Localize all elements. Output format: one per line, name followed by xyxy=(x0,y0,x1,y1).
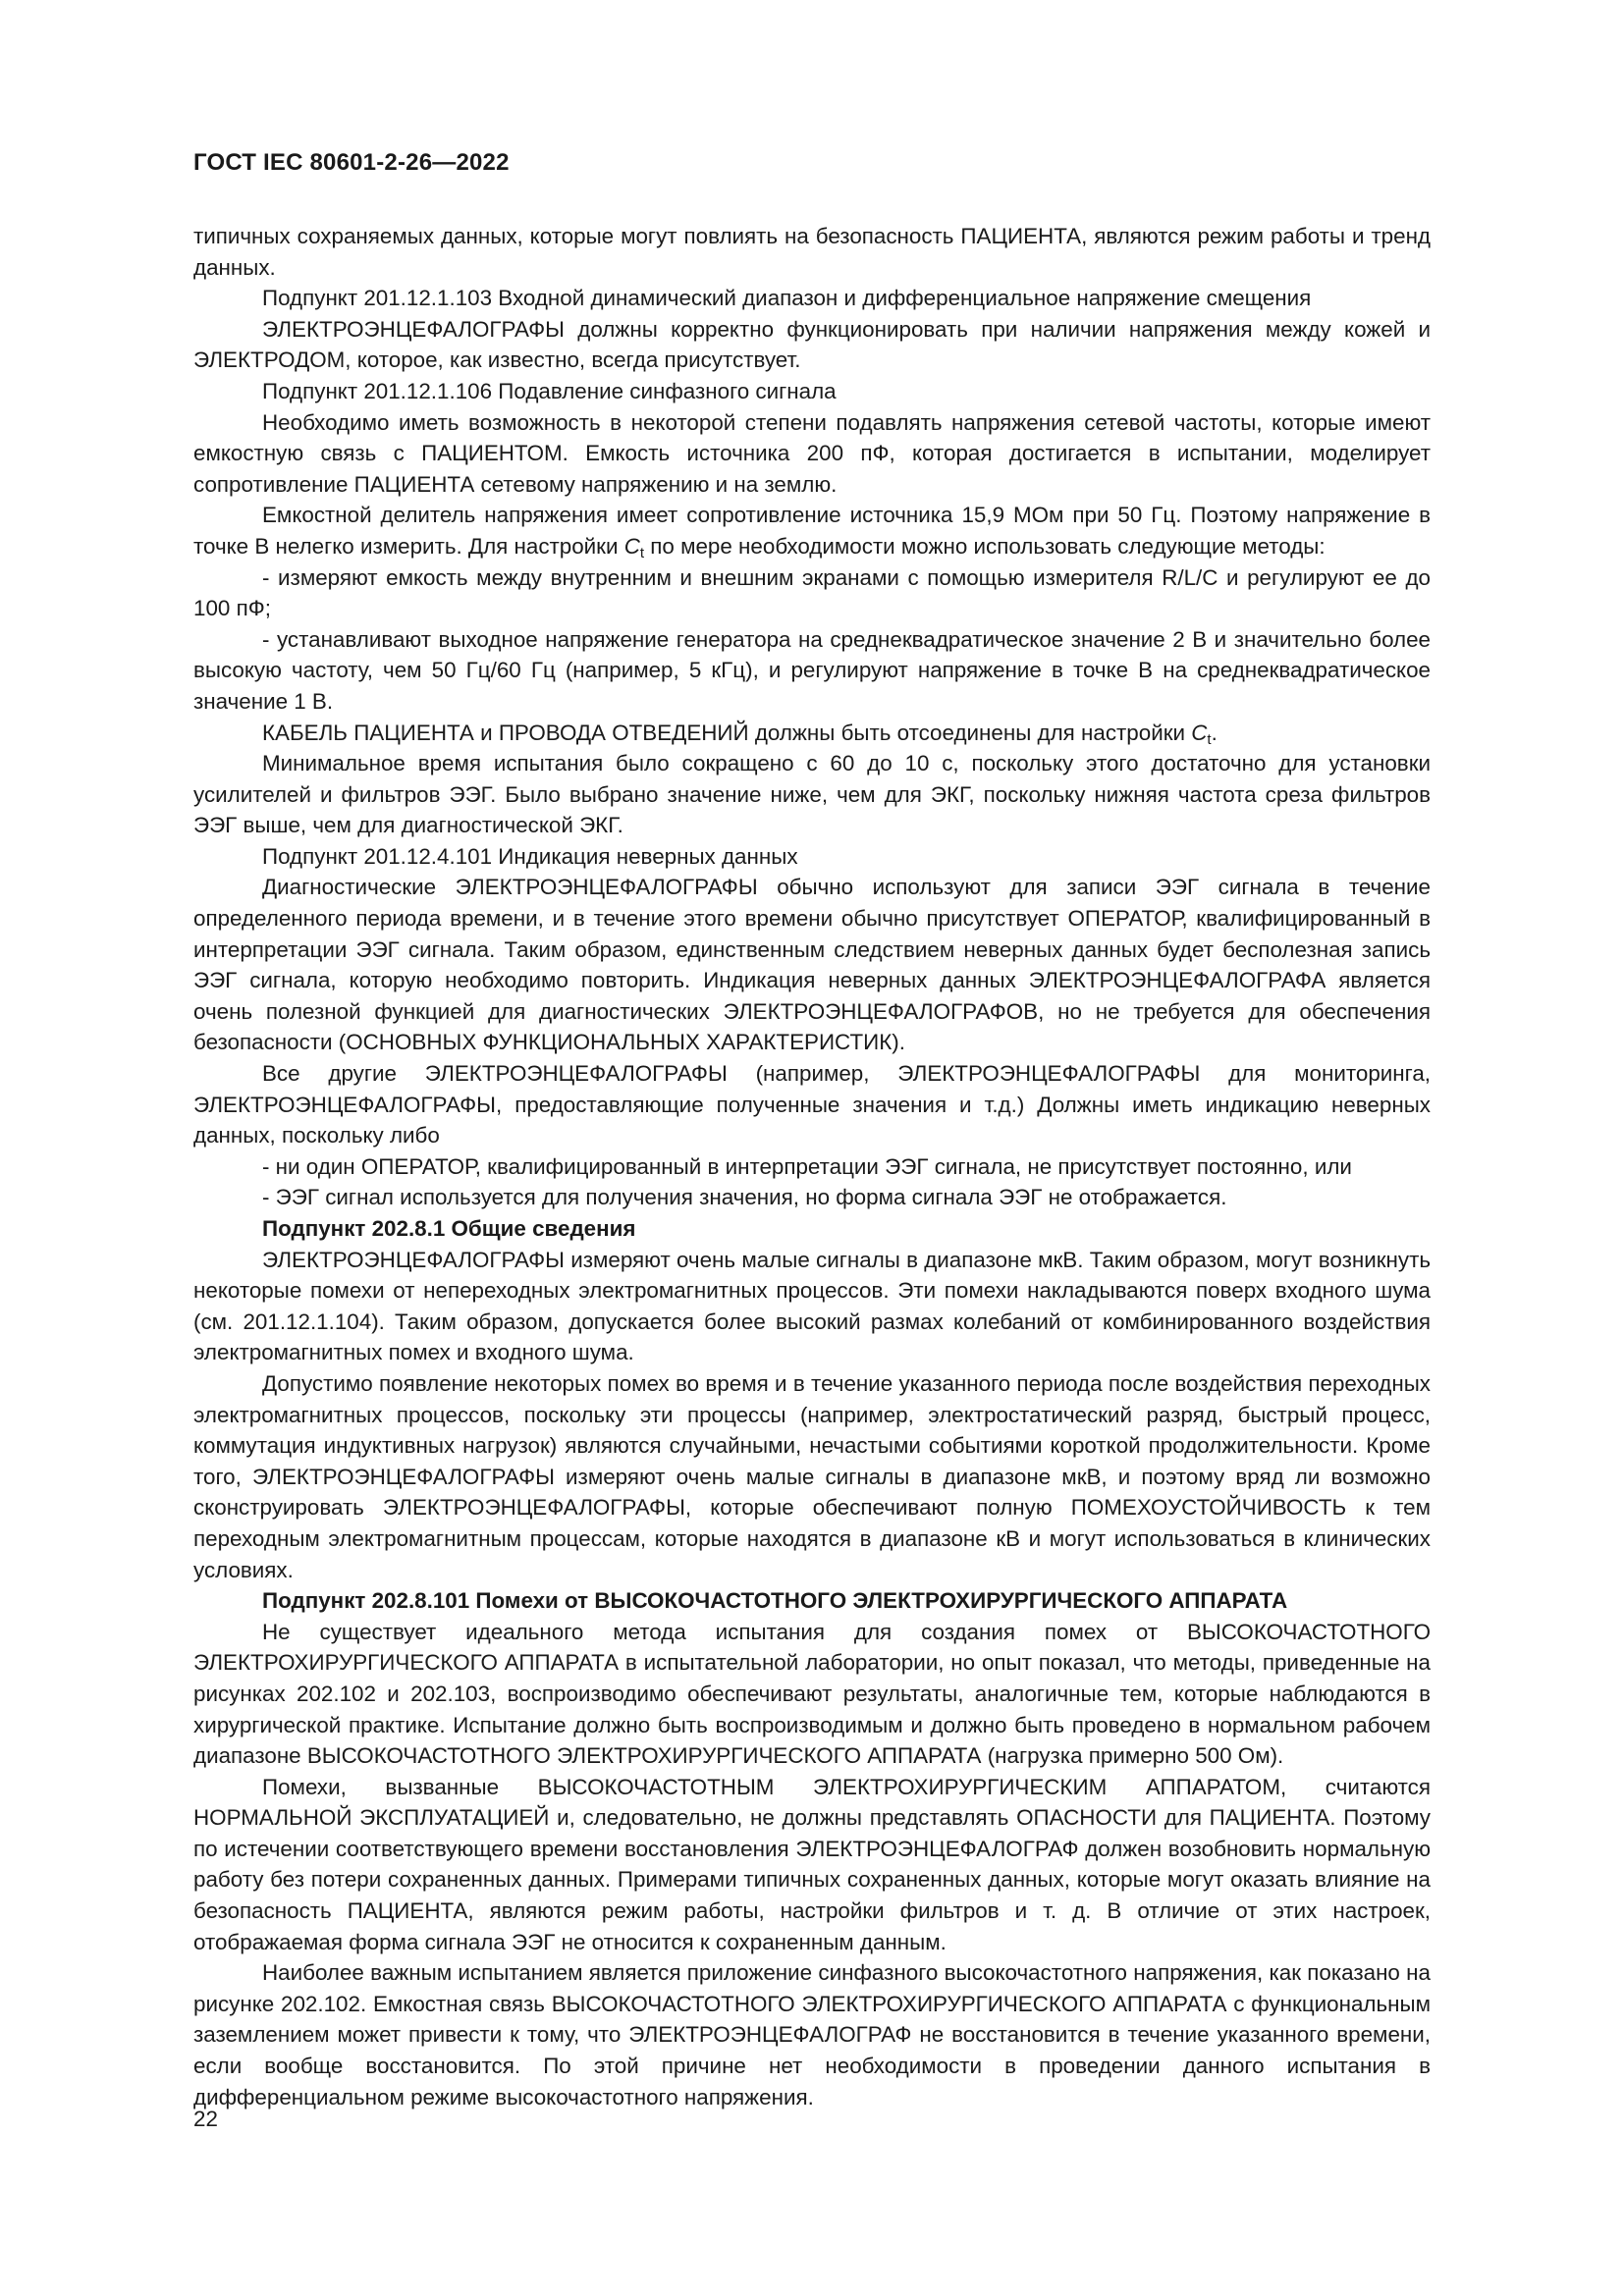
paragraph-text: - ЭЭГ сигнал используется для получения значения, но форма сигнала ЭЭГ не отображается. xyxy=(262,1185,1227,1210)
page-number: 22 xyxy=(193,2107,218,2131)
paragraph xyxy=(193,718,1431,749)
paragraph-text: Подпункт 201.12.1.103 Входной динамический диапазон и дифференциальное напряжение смещения xyxy=(262,286,1312,311)
section-heading xyxy=(193,1585,1431,1617)
paragraph-text: КАБЕЛЬ ПАЦИЕНТА и ПРОВОДА ОТВЕДЕНИЙ должны быть отсоединены для настройки xyxy=(262,720,1186,745)
paragraph xyxy=(193,376,1431,407)
paragraph-text: ЭЛЕКТРОЭНЦЕФАЛОГРАФЫ должны корректно функционировать при наличии напряжения между кожей и ЭЛЕКТРОДОМ, которое, как известно, всегда присутствует. xyxy=(193,316,1431,373)
paragraph-text: Все другие ЭЛЕКТРОЭНЦЕФАЛОГРАФЫ (например, ЭЛЕКТРОЭНЦЕФАЛОГРАФЫ для мониторинга, ЭЛЕКТРОЭНЦЕФАЛОГРАФЫ, предоставляющие полученные значения и т.д.) Должны иметь индикацию неверных данных, поскольку либо xyxy=(193,1061,1431,1148)
paragraph xyxy=(193,1617,1431,1772)
paragraph-text: Подпункт 201.12.4.101 Индикация неверных данных xyxy=(262,843,798,869)
document-body xyxy=(193,221,1431,2112)
paragraph xyxy=(193,283,1431,314)
paragraph-text: Подпункт 202.8.1 Общие сведения xyxy=(262,1216,636,1241)
paragraph xyxy=(193,562,1431,624)
paragraph xyxy=(193,407,1431,501)
paragraph-text: Подпункт 202.8.101 Помехи от ВЫСОКОЧАСТОТНОГО ЭЛЕКТРОХИРУРГИЧЕСКОГО АППАРАТА xyxy=(262,1588,1288,1614)
paragraph-text: - измеряют емкость между внутренним и внешним экранами с помощью измерителя R/L/C и регулируют ее до 100 пФ; xyxy=(193,564,1431,621)
paragraph xyxy=(193,221,1431,283)
paragraph xyxy=(193,1368,1431,1585)
paragraph xyxy=(193,748,1431,841)
symbol-subscript: t xyxy=(1207,730,1212,748)
paragraph-text: - ни один ОПЕРАТОР, квалифицированный в интерпретации ЭЭГ сигнала, не присутствует постоянно, или xyxy=(262,1153,1352,1179)
symbol-base: C xyxy=(623,533,640,559)
paragraph xyxy=(193,1957,1431,2112)
paragraph-text: ЭЛЕКТРОЭНЦЕФАЛОГРАФЫ измеряют очень малые сигналы в диапазоне мкВ. Таким образом, могут возникнуть некоторые помехи от непереходных электромагнитных процессов. Эти помехи накладываются поверх входного шума (см. 201.12.1.104). Таким образом, допускается более высокий размах колебаний от комбинированного воздействия электромагнитных помех и входного шума. xyxy=(193,1247,1431,1365)
section-heading xyxy=(193,1213,1431,1245)
paragraph-text: Необходимо иметь возможность в некоторой степени подавлять напряжения сетевой частоты, которые имеют емкостную связь с ПАЦИЕНТОМ. Емкость источника 200 пФ, которая достигается в испытании, моделирует сопротивление ПАЦИЕНТА сетевому напряжению и на землю. xyxy=(193,409,1431,497)
paragraph xyxy=(193,314,1431,376)
paragraph-text-after: по мере необходимости можно использовать следующие методы: xyxy=(644,533,1326,559)
symbol-subscript: t xyxy=(639,544,645,561)
paragraph-text: Наиболее важным испытанием является приложение синфазного высокочастотного напряжения, как показано на рисунке 202.102. Емкостная связь ВЫСОКОЧАСТОТНОГО ЭЛЕКТРОХИРУРГИЧЕСКОГО АППАРАТА с функциональным заземлением может привести к тому, что ЭЛЕКТРОЭНЦЕФАЛОГРАФ не восстановится в течение указанного времени, если вообще восстановится. По этой причине нет необходимости в проведении данного испытания в дифференциальном режиме высокочастотного напряжения. xyxy=(193,1960,1431,2109)
paragraph xyxy=(193,624,1431,718)
symbol-ct xyxy=(624,534,644,559)
paragraph-text: - устанавливают выходное напряжение генератора на среднеквадратическое значение 2 В и значительно более высокую частоту, чем 50 Гц/60 Гц (например, 5 кГц), и регулируют напряжение в точке В на среднеквадратическое значение 1 В. xyxy=(193,626,1431,714)
paragraph-text: Допустимо появление некоторых помех во время и в течение указанного периода после воздействия переходных электромагнитных процессов, поскольку эти процессы (например, электростатический разряд, быстрый процесс, коммутация индуктивных нагрузок) являются случайными, нечастыми событиями короткой продолжительности. Кроме того, ЭЛЕКТРОЭНЦЕФАЛОГРАФЫ измеряют очень малые сигналы в диапазоне мкВ, и поэтому вряд ли возможно сконструировать ЭЛЕКТРОЭНЦЕФАЛОГРАФЫ, которые обеспечивают полную ПОМЕХОУСТОЙЧИВОСТЬ к тем переходным электромагнитным процессам, которые находятся в диапазоне кВ и могут использоваться в клинических условиях. xyxy=(193,1370,1431,1582)
paragraph-text: Помехи, вызванные ВЫСОКОЧАСТОТНЫМ ЭЛЕКТРОХИРУРГИЧЕСКИМ АППАРАТОМ, считаются НОРМАЛЬНОЙ ЭКСПЛУАТАЦИЕЙ и, следовательно, не должны представлять ОПАСНОСТИ для ПАЦИЕНТА. Поэтому по истечении соответствующего времени восстановления ЭЛЕКТРОЭНЦЕФАЛОГРАФ должен возобновить нормальную работу без потери сохраненных данных. Примерами типичных сохраненных данных, которые могут оказать влияние на безопасность ПАЦИЕНТА, являются режим работы, настройки фильтров и т. д. В отличие от этих настроек, отображаемая форма сигнала ЭЭГ не относится к сохраненным данным. xyxy=(193,1774,1431,1954)
paragraph xyxy=(193,500,1431,561)
paragraph xyxy=(193,1245,1431,1368)
paragraph-text: типичных сохраняемых данных, которые могут повлиять на безопасность ПАЦИЕНТА, являются режим работы и тренд данных. xyxy=(193,224,1431,280)
paragraph-text: Диагностические ЭЛЕКТРОЭНЦЕФАЛОГРАФЫ обычно используют для записи ЭЭГ сигнала в течение определенного периода времени, и в течение этого времени обычно присутствует ОПЕРАТОР, квалифицированный в интерпретации ЭЭГ сигнала. Таким образом, единственным следствием неверных данных будет бесполезная запись ЭЭГ сигнала, которую необходимо повторить. Индикация неверных данных ЭЛЕКТРОЭНЦЕФАЛОГРАФА является очень полезной функцией для диагностических ЭЛЕКТРОЭНЦЕФАЛОГРАФОВ, но не требуется для обеспечения безопасности (ОСНОВНЫХ ФУНКЦИОНАЛЬНЫХ ХАРАКТЕРИСТИК). xyxy=(193,875,1431,1055)
paragraph xyxy=(193,1151,1431,1183)
paragraph xyxy=(193,841,1431,873)
document-header: ГОСТ IEC 80601-2-26—2022 xyxy=(193,149,510,176)
paragraph xyxy=(193,1058,1431,1151)
paragraph-text: Подпункт 201.12.1.106 Подавление синфазного сигнала xyxy=(262,378,837,403)
paragraph xyxy=(193,1182,1431,1213)
symbol-base: C xyxy=(1191,720,1208,745)
paragraph-text: Минимальное время испытания было сокращено с 60 до 10 с, поскольку этого достаточно для установки усилителей и фильтров ЭЭГ. Было выбрано значение ниже, чем для ЭКГ, поскольку нижняя частота среза фильтров ЭЭГ выше, чем для диагностической ЭКГ. xyxy=(193,751,1431,838)
paragraph-text-after: . xyxy=(1211,720,1218,745)
paragraph-text: Емкостной делитель напряжения имеет сопротивление источника 15,9 МОм при 50 Гц. Поэтому напряжение в точке В нелегко измерить. Для настройки xyxy=(193,503,1431,559)
symbol-ct xyxy=(1191,720,1212,748)
paragraph xyxy=(193,872,1431,1058)
paragraph xyxy=(193,1772,1431,1958)
paragraph-text: Не существует идеального метода испытания для создания помех от ВЫСОКОЧАСТОТНОГО ЭЛЕКТРОХИРУРГИЧЕСКОГО АППАРАТА в испытательной лаборатории, но опыт показал, что методы, приведенные на рисунках 202.102 и 202.103, воспроизводимо обеспечивают результаты, аналогичные тем, которые наблюдаются в хирургической практике. Испытание должно быть воспроизводимым и должно быть проведено в нормальном рабочем диапазоне ВЫСОКОЧАСТОТНОГО ЭЛЕКТРОХИРУРГИЧЕСКОГО АППАРАТА (нагрузка примерно 500 Ом). xyxy=(193,1619,1431,1769)
